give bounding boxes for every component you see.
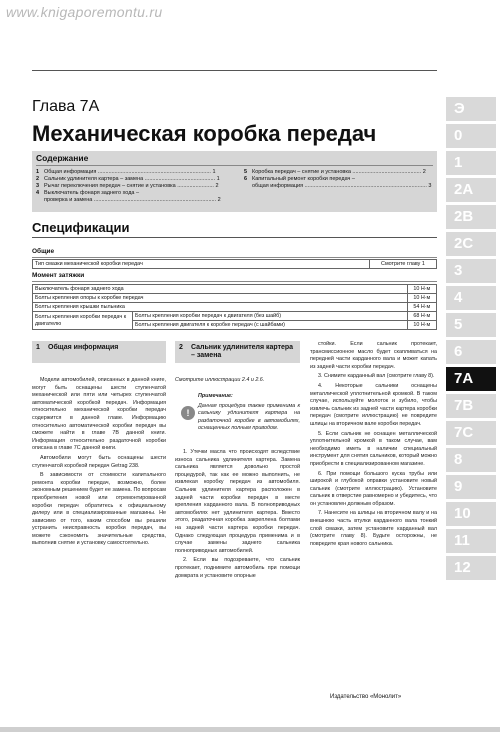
specs-heading: Спецификации (32, 220, 130, 235)
general-heading: Общие (32, 248, 55, 255)
toc-item (36, 169, 216, 176)
chapter-tab-7a[interactable]: 7A (446, 367, 496, 391)
toc-divider (36, 165, 433, 166)
table-row (33, 312, 437, 321)
section2-number: 2 (179, 344, 183, 351)
page-title: Механическая коробка передач (32, 121, 377, 146)
note-text: Данная процедура также применима к сальнику удлинителя картера на раздаточной коробке в автомобилях, оснащенных полным приводом. (198, 402, 300, 432)
general-rule (32, 257, 437, 258)
toc-item (36, 197, 221, 204)
paragraph: 4. Некоторые сальники оснащены металлической уплотнительной кромкой. В таком случае, используйте молоток и зубило, чтобы извлечь сальник из задней части картера коробки передач (смотрите иллюстрацию) не повредите шлицы на вторичном вале коробки передач. (310, 382, 437, 427)
section1-number: 1 (36, 344, 40, 351)
note-title: Примечание: (198, 393, 233, 399)
row-label: Болты крепления двигателя к коробке передач (с шайбами) (133, 321, 408, 330)
group-label: Болты крепления коробки передач к двигателю (33, 312, 133, 330)
chapter-tab-5[interactable]: 5 (446, 313, 496, 337)
paragraph: Автомобили могут быть оснащены шести ступенчатой коробкой передач Getrag 238. (32, 454, 166, 469)
row-value: 10 Н·м (407, 294, 436, 303)
warning-icon: ! (181, 406, 195, 420)
paragraph: 7. Нанесите на шлицы на вторичном валу и на внешнюю часть втулки карданного вала тонкий слой смазки, затем установите карданный вал (смотрите главу 8). Будьте осторожны, не повредите края нового сальника. (310, 510, 437, 547)
paragraph: 2. Если вы подозреваете, что сальник протекает, поднимите автомобиль при помощи домкрата и установите опорные (175, 557, 300, 579)
chapter-tab-2b[interactable]: 2B (446, 205, 496, 229)
paragraph: 3. Снимите карданный вал (смотрите главу 8). (318, 373, 435, 380)
chapter-tab-4[interactable]: 4 (446, 286, 496, 310)
chapter-tab-3[interactable]: 3 (446, 259, 496, 283)
toc-item-text: общая информация ................................................................................ 3 (252, 183, 432, 189)
chapter-tab-7c[interactable]: 7C (446, 421, 496, 445)
torque-heading: Момент затяжки (32, 272, 85, 279)
row-value: 54 Н·м (407, 303, 436, 312)
torque-table (32, 284, 437, 330)
watermark: www.knigaporemontu.ru (6, 4, 163, 20)
general-table (32, 259, 437, 269)
section2-ref-text: Смотрите иллюстрации 2.4 и 2.6. (175, 377, 265, 383)
toc-heading: Содержание (36, 153, 89, 163)
toc-item-number: 4 (36, 190, 40, 196)
chapter-tab-10[interactable]: 10 (446, 502, 496, 526)
toc-item-text: Общая информация .......................................................................... 1 (44, 169, 216, 175)
paragraph: 6. При помощи большого куска трубы или широкой и глубокой оправки установите новый сальник (смотрите иллюстрацию). Установите сальник в отверстие равномерно и убедитесь, что он установлен должным образом. (310, 470, 437, 507)
row-label: Болты крепления крышки пыльника (33, 303, 408, 312)
chapter-tab-7b[interactable]: 7B (446, 394, 496, 418)
row-label: Болты крепления опоры к коробке передач (33, 294, 408, 303)
publisher-footer: Издательство «Монолит» (330, 694, 402, 700)
chapter-tab-12[interactable]: 12 (446, 556, 496, 580)
chapter-tab-э[interactable]: Э (446, 97, 496, 121)
bottom-strip (0, 727, 500, 732)
row-label: Болты крепления коробки передач к двигателя (без шайб) (133, 312, 408, 321)
section1-heading: Общая информация (48, 344, 119, 351)
toc-item (244, 183, 431, 190)
chapter-tab-8[interactable]: 8 (446, 448, 496, 472)
paragraph: 5. Если сальник не оснащен металлической уплотнительной кромкой в таком случае, вам необходимо иметь в наличии специальный инструмент для снятия сальников, который можно приобрести в специализированном магазине. (310, 430, 437, 467)
toc-item-number: 2 (36, 176, 40, 182)
row-value: 10 Н·м (407, 285, 436, 294)
row-label: Выключатель фонаря заднего хода (33, 285, 408, 294)
chapter-tab-9[interactable]: 9 (446, 475, 496, 499)
toc-item-text: Выключатель фонаря заднего хода – (44, 190, 140, 196)
toc-item-text: Сальник удлинителя картера – замена .............................................. 1 (44, 176, 220, 182)
table-of-contents (32, 151, 437, 212)
row-value: 10 Н·м (407, 321, 436, 330)
toc-item-number: 1 (36, 169, 40, 175)
toc-item-number: 6 (244, 176, 248, 182)
table-row (33, 260, 437, 269)
chapter-tab-2c[interactable]: 2C (446, 232, 496, 256)
specs-rule (32, 237, 437, 238)
toc-item (244, 176, 355, 183)
chapter-label: Глава 7A (32, 98, 100, 115)
toc-item-text: Коробка передач – снятие и установка ............................................. 2 (252, 169, 426, 175)
toc-item-text: проверка и замена ................................................................................ 2 (44, 197, 221, 203)
toc-item-text: Капитальный ремонт коробки передач – (252, 176, 355, 182)
section2-heading: Сальник удлинителя картера – замена (191, 344, 294, 359)
row-value: Смотрите главу 1 (369, 260, 436, 269)
toc-item (36, 190, 139, 197)
chapter-tab-0[interactable]: 0 (446, 124, 496, 148)
torque-rule (32, 281, 437, 282)
section2-ref (175, 377, 300, 387)
section2-header (175, 341, 300, 363)
table-row (33, 285, 437, 294)
toc-item-text: Рычаг переключения передач – снятие и установка ........................ 2 (44, 183, 219, 189)
paragraph: стойки. Если сальник протекает, трансмиссионное масло будет скапливаться на передней части карданного вала и может капать из задней части коробки передач. (310, 341, 437, 370)
section1-header (32, 341, 166, 363)
chapter-tab-11[interactable]: 11 (446, 529, 496, 553)
row-label: Тип смазки механической коробки передач (33, 260, 370, 269)
section2-note (198, 393, 300, 435)
paragraph: Модели автомобилей, описанных в данной книге, могут быть оснащены шести ступенчатой механической или пяти или четырех ступенчатой автоматической коробкой передач. Информация относительно механической коробки передач содержится в данной главе. Информацию относительно автоматической коробки передач вы сможете найти в главе 7B данной книги. Информация относительно раздаточной коробки описана в главе 7C данной книги. (32, 377, 166, 452)
paragraph: 1. Утечки масла что происходят вследствие износа сальника удлинителя картера. Замена сальника является довольно простой процедурой, так как ее можно выполнить, не извлекая коробку передач из автомобиля. Сальник удлинителя картера расположен в задней части коробки передач в месте крепления карданного вала. В полноприводных автомобилях нет удлинителя картера. Вместо этого, раздаточная коробка закреплена болтами на задней части картера коробки передач. Однако следующая процедура применима и в случае замены заднего сальника полноприводных автомобилей. (175, 449, 300, 554)
toc-item-number: 5 (244, 169, 248, 175)
chapter-tab-2a[interactable]: 2A (446, 178, 496, 202)
toc-item (244, 169, 426, 176)
top-rule (32, 70, 437, 71)
table-row (33, 303, 437, 312)
chapter-tab-6[interactable]: 6 (446, 340, 496, 364)
chapter-tab-1[interactable]: 1 (446, 151, 496, 175)
table-row (33, 294, 437, 303)
section1-text (32, 377, 166, 550)
toc-item (36, 183, 219, 190)
column3-text (310, 341, 437, 550)
paragraph: В зависимости от стоимости капитального ремонта коробки передач, возможно, более экономным решением будет ее замена. По вопросам приобретения новой или отремонтированной коробки передач обратитесь к официальному дилеру или в специализированные магазины. Не зависимо от того, каким способом вы решили устранить неисправность коробки передач, вы можете сэкономить значительные средства, выполнив снятие и установку самостоятельно. (32, 472, 166, 547)
row-value: 68 Н·м (407, 312, 436, 321)
toc-item-number: 3 (36, 183, 40, 189)
section2-text (175, 449, 300, 582)
toc-item (36, 176, 220, 183)
